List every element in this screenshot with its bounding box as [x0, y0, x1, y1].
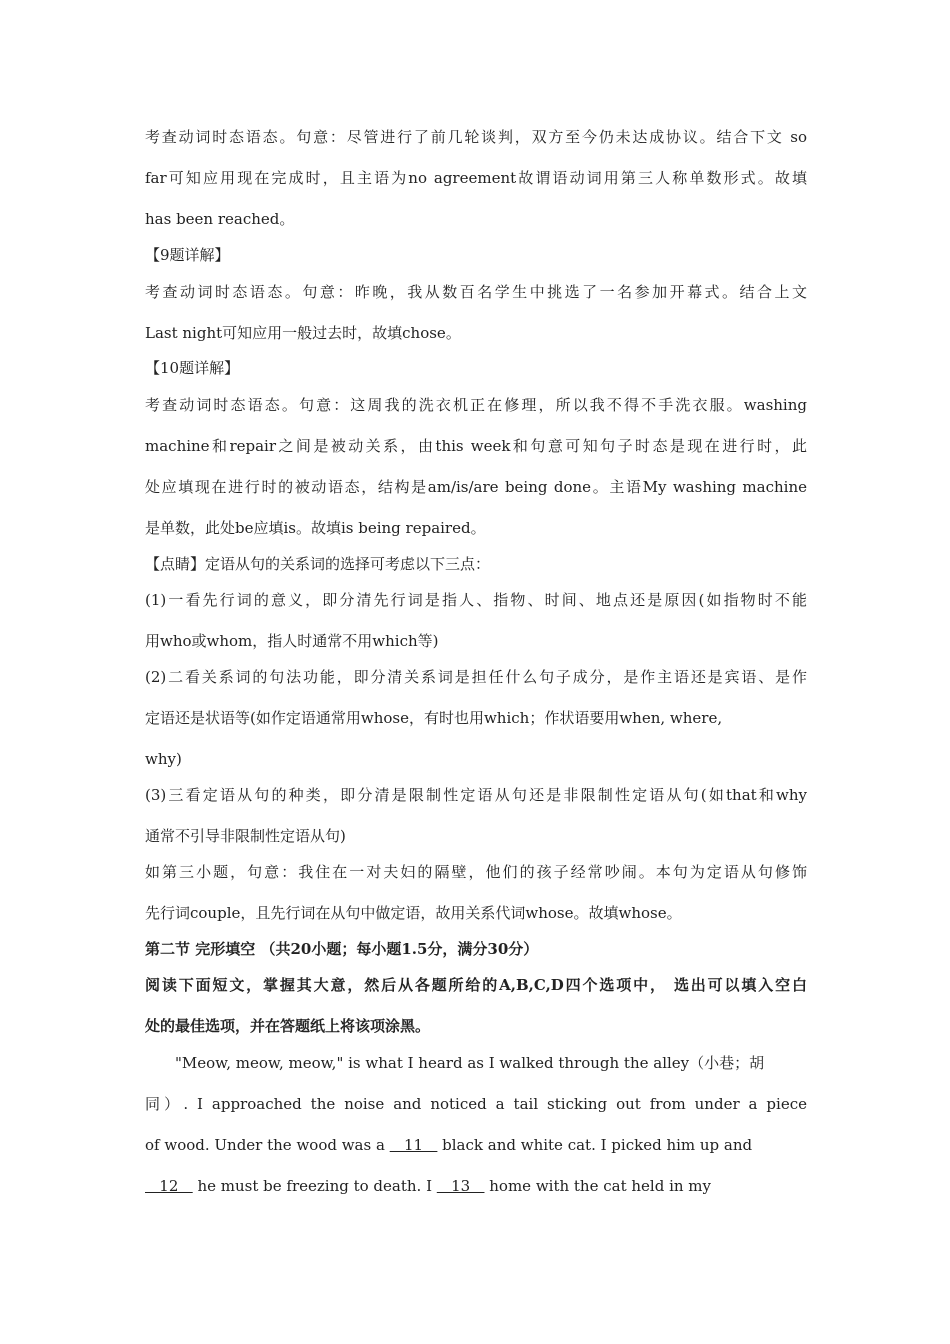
tip-1-line-2: 用who或whom，指人时通常不用which等)	[145, 632, 439, 650]
q10-explanation-line-3: 处应填现在进行时的被动语态，结构是am/is/are being done。主语My washing machine	[145, 478, 807, 496]
q9-explanation-line-1: 考查动词时态语态。句意：昨晚，我从数百名学生中挑选了一名参加开幕式。结合上文	[145, 283, 807, 301]
q10-explanation-line-1: 考查动词时态语态。句意：这周我的洗衣机正在修理，所以我不得不手洗衣服。washing	[145, 396, 807, 414]
passage-line-3-end: black and white cat. I picked him up and	[437, 1136, 753, 1154]
q8-explanation-line-2: far可知应用现在完成时，且主语为no agreement故谓语动词用第三人称单数形式。故填	[145, 169, 807, 187]
example-line-2: 先行词couple，且先行词在从句中做定语，故用关系代词whose。故填whose。	[145, 904, 682, 922]
passage-line-4	[145, 1176, 807, 1196]
tip-2-line-1: (2)二看关系词的句法功能，即分清关系词是担任什么句子成分，是作主语还是宾语、是作	[145, 668, 807, 686]
section-instruction-line-1: 阅读下面短文，掌握其大意，然后从各题所给的A,B,C,D四个选项中， 选出可以填入空白	[145, 976, 807, 994]
q10-explanation-line-4: 是单数，此处be应填is。故填is being repaired。	[145, 519, 486, 537]
q9-explanation-line-2: Last night可知应用一般过去时，故填chose。	[145, 324, 461, 342]
q10-heading: 【10题详解】	[145, 359, 240, 377]
passage-line-4-end: home with the cat held in my	[484, 1177, 712, 1195]
blank-12: 12	[145, 1177, 193, 1195]
tip-3-line-1: (3)三看定语从句的种类，即分清是限制性定语从句还是非限制性定语从句(如that和why	[145, 786, 807, 804]
tip-2-line-3: why)	[145, 750, 182, 768]
passage-line-3	[145, 1135, 807, 1155]
tip-1-line-1: (1)一看先行词的意义，即分清先行词是指人、指物、时间、地点还是原因(如指物时不能	[145, 591, 807, 609]
tip-heading: 【点睛】定语从句的关系词的选择可考虑以下三点：	[145, 555, 491, 573]
passage-line-3-start: of wood. Under the wood was a	[145, 1136, 390, 1154]
passage-line-1: "Meow, meow, meow," is what I heard as I walked through the alley（小巷；胡	[175, 1054, 765, 1072]
example-line-1: 如第三小题，句意：我住在一对夫妇的隔壁，他们的孩子经常吵闹。本句为定语从句修饰	[145, 863, 807, 881]
blank-11: 11	[389, 1136, 438, 1154]
section-instruction-line-2: 处的最佳选项，并在答题纸上将该项涂黑。	[145, 1017, 431, 1035]
passage-line-2: 同）. I approached the noise and noticed a tail sticking out from under a piece	[145, 1095, 807, 1113]
q9-heading: 【9题详解】	[145, 246, 230, 264]
blank-13: 13	[436, 1177, 485, 1195]
q10-explanation-line-2: machine和repair之间是被动关系，由this week和句意可知句子时态是现在进行时，此	[145, 437, 807, 455]
q8-explanation-line-1: 考查动词时态语态。句意：尽管进行了前几轮谈判，双方至今仍未达成协议。结合下文 so	[145, 128, 807, 146]
passage-line-4-middle: he must be freezing to death. I	[192, 1177, 437, 1195]
section-title: 第二节 完形填空 （共20小题；每小题1.5分，满分30分）	[145, 940, 539, 958]
tip-3-line-2: 通常不引导非限制性定语从句)	[145, 827, 346, 845]
q8-explanation-line-3: has been reached。	[145, 210, 295, 228]
tip-2-line-2: 定语还是状语等(如作定语通常用whose，有时也用which；作状语要用when, where,	[145, 709, 723, 727]
